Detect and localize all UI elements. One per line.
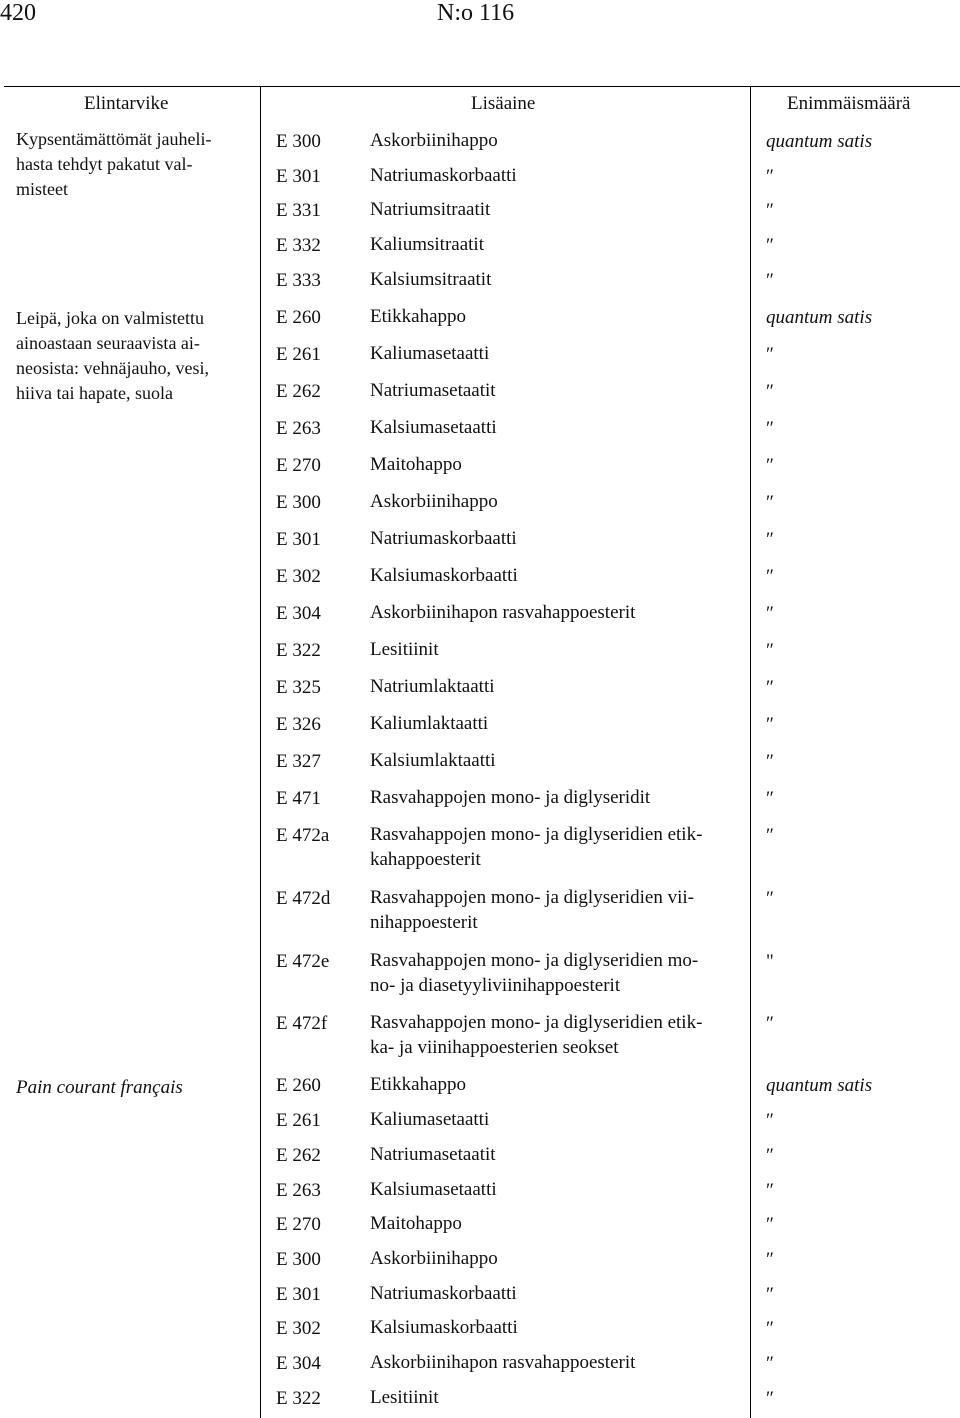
additive-name-line: Natriumaskorbaatti	[370, 528, 517, 549]
additive-code: E 262	[276, 1145, 321, 1166]
additive-name-line: Rasvahappojen mono- ja diglyseridien mo-	[370, 950, 699, 971]
table-row	[0, 131, 960, 151]
table-row	[0, 1180, 960, 1200]
additive-name-line: Askorbiinihappo	[370, 491, 498, 512]
table-row	[0, 1284, 960, 1304]
additive-name-line: Askorbiinihappo	[370, 130, 498, 151]
max-amount: ″	[766, 1214, 774, 1235]
additive-name-line: Kaliumlaktaatti	[370, 713, 489, 734]
max-amount: ″	[766, 888, 774, 909]
additive-name	[370, 232, 750, 257]
food-category-line: misteet	[16, 179, 68, 199]
table-row	[0, 1075, 960, 1095]
additive-code: E 301	[276, 166, 321, 187]
table-row	[0, 1249, 960, 1269]
max-amount: ″	[766, 1318, 774, 1339]
table-row	[0, 788, 960, 808]
additive-name	[370, 748, 750, 773]
additive-name-line: Rasvahappojen mono- ja diglyseridit	[370, 787, 651, 808]
additive-name	[370, 563, 750, 588]
column-header-food: Elintarvike	[84, 93, 169, 114]
table-row	[0, 751, 960, 771]
max-amount: ″	[766, 788, 774, 809]
table-row	[0, 887, 960, 933]
additive-name-line: Kaliumasetaatti	[370, 343, 490, 364]
additive-code: E 301	[276, 529, 321, 550]
table-row	[0, 640, 960, 660]
additive-name-line: Natriumasetaatit	[370, 1144, 496, 1165]
max-amount: quantum satis	[766, 1075, 873, 1096]
food-category-line: Pain courant français	[16, 1077, 183, 1098]
column-header-additive: Lisäaine	[471, 93, 536, 114]
additive-name	[370, 1246, 750, 1271]
additive-name	[370, 1315, 750, 1340]
additive-name-line: Kaliumasetaatti	[370, 1109, 490, 1130]
table-row	[0, 1145, 960, 1165]
additive-name-line: Kalsiumasetaatti	[370, 417, 497, 438]
additive-code: E 261	[276, 344, 321, 365]
food-category-line: ainoastaan seuraavista ai-	[16, 333, 200, 353]
additive-code: E 327	[276, 751, 321, 772]
additive-name-line: Etikkahappo	[370, 1074, 467, 1095]
additive-name-line: Natriumsitraatit	[370, 199, 491, 220]
additive-code: E 325	[276, 677, 321, 698]
additive-name-line: Maitohappo	[370, 1213, 462, 1234]
additive-name-line: Kalsiumasetaatti	[370, 1179, 497, 1200]
additive-name-line: ka- ja viinihappoesterien seokset	[370, 1037, 619, 1058]
max-amount: ″	[766, 344, 774, 365]
additive-name-line: kahappoesterit	[370, 849, 481, 870]
additive-code: E 333	[276, 270, 321, 291]
table-top-rule	[4, 86, 960, 87]
max-amount: ″	[766, 1353, 774, 1374]
max-amount: ″	[766, 566, 774, 587]
max-amount: "	[766, 951, 774, 972]
food-category-line: hiiva tai hapate, suola	[16, 383, 173, 403]
additive-code: E 304	[276, 1353, 321, 1374]
additive-name-line: Rasvahappojen mono- ja diglyseridien etik-	[370, 1012, 703, 1033]
additive-name-line: Kalsiumsitraatit	[370, 269, 492, 290]
additive-name-line: Rasvahappojen mono- ja diglyseridien etik-	[370, 824, 703, 845]
max-amount: ″	[766, 529, 774, 550]
table-row	[0, 603, 960, 623]
table-row	[0, 344, 960, 364]
table-row	[0, 1318, 960, 1338]
additive-name	[370, 637, 750, 662]
additive-name	[370, 711, 750, 736]
additive-name	[370, 526, 750, 551]
additive-code: E 261	[276, 1110, 321, 1131]
additive-name-line: Natriumaskorbaatti	[370, 1283, 517, 1304]
max-amount: ″	[766, 1013, 774, 1034]
max-amount: ″	[766, 640, 774, 661]
additive-code: E 300	[276, 1249, 321, 1270]
max-amount: quantum satis	[766, 131, 873, 152]
max-amount: ″	[766, 1180, 774, 1201]
table-row	[0, 950, 960, 996]
food-category-line: Leipä, joka on valmistettu	[16, 308, 204, 328]
additive-name	[370, 128, 750, 153]
additive-code: E 332	[276, 235, 321, 256]
max-amount: ″	[766, 200, 774, 221]
additive-name	[370, 1350, 750, 1375]
additive-name-line: nihappoesterit	[370, 912, 478, 933]
additive-name	[370, 1107, 750, 1132]
additive-name	[370, 1010, 750, 1060]
table-row	[0, 714, 960, 734]
additive-name-line: Askorbiinihapon rasvahappoesterit	[370, 1352, 636, 1373]
max-amount: ″	[766, 381, 774, 402]
additive-name	[370, 378, 750, 403]
max-amount: ″	[766, 1110, 774, 1131]
table-row	[0, 455, 960, 475]
table-row	[0, 270, 960, 290]
table-row	[0, 492, 960, 512]
additive-name	[370, 948, 750, 998]
max-amount: ″	[766, 1388, 774, 1409]
additive-name-line: Natriumasetaatit	[370, 380, 496, 401]
table-row	[0, 235, 960, 255]
table-row	[0, 824, 960, 870]
table-row	[0, 1110, 960, 1130]
additive-name	[370, 1142, 750, 1167]
table-row	[0, 566, 960, 586]
additive-name-line: Lesitiinit	[370, 1387, 439, 1408]
table-row	[0, 166, 960, 186]
max-amount: ″	[766, 166, 774, 187]
additive-code: E 472a	[276, 825, 330, 846]
additive-code: E 270	[276, 455, 321, 476]
additive-code: E 472e	[276, 951, 330, 972]
max-amount: quantum satis	[766, 307, 873, 328]
table-row	[0, 418, 960, 438]
additive-name	[370, 600, 750, 625]
max-amount: ″	[766, 677, 774, 698]
additive-name	[370, 163, 750, 188]
table-row	[0, 200, 960, 220]
max-amount: ″	[766, 418, 774, 439]
table-row	[0, 529, 960, 549]
additive-name-line: Kalsiumaskorbaatti	[370, 1317, 518, 1338]
additive-name	[370, 1072, 750, 1097]
additive-code: E 322	[276, 640, 321, 661]
additive-code: E 300	[276, 492, 321, 513]
table-row	[0, 1214, 960, 1234]
additive-code: E 302	[276, 1318, 321, 1339]
table-row	[0, 307, 960, 327]
additive-name	[370, 885, 750, 935]
max-amount: ″	[766, 1145, 774, 1166]
max-amount: ″	[766, 1284, 774, 1305]
additive-name-line: Kalsiumaskorbaatti	[370, 565, 518, 586]
table-row	[0, 1012, 960, 1058]
table-row	[0, 1353, 960, 1373]
additive-name	[370, 822, 750, 872]
additive-code: E 300	[276, 131, 321, 152]
additive-code: E 471	[276, 788, 321, 809]
additive-name-line: Rasvahappojen mono- ja diglyseridien vii-	[370, 887, 694, 908]
food-category-line: neosista: vehnäjauho, vesi,	[16, 358, 209, 378]
additive-name-line: Etikkahappo	[370, 306, 467, 327]
table-row	[0, 1388, 960, 1408]
additive-name-line: Maitohappo	[370, 454, 462, 475]
max-amount: ″	[766, 492, 774, 513]
max-amount: ″	[766, 235, 774, 256]
additive-name-line: Lesitiinit	[370, 639, 439, 660]
additive-name-line: no- ja diasetyyliviinihappoesterit	[370, 975, 621, 996]
additive-code: E 260	[276, 307, 321, 328]
additive-code: E 301	[276, 1284, 321, 1305]
max-amount: ″	[766, 751, 774, 772]
max-amount: ″	[766, 825, 774, 846]
food-category-line: Kypsentämättömät jauheli-	[16, 129, 212, 149]
additive-name	[370, 197, 750, 222]
max-amount: ″	[766, 603, 774, 624]
additive-code: E 331	[276, 200, 321, 221]
additive-name	[370, 785, 750, 810]
additive-name	[370, 1177, 750, 1202]
food-category-line: hasta tehdyt pakatut val-	[16, 154, 193, 174]
additive-code: E 472d	[276, 888, 331, 909]
column-header-max: Enimmäismäärä	[787, 93, 911, 114]
additive-name	[370, 415, 750, 440]
additive-name-line: Kalsiumlaktaatti	[370, 750, 496, 771]
additive-code: E 263	[276, 1180, 321, 1201]
additive-code: E 260	[276, 1075, 321, 1096]
additive-name-line: Kaliumsitraatit	[370, 234, 484, 255]
additive-name	[370, 1385, 750, 1410]
max-amount: ″	[766, 455, 774, 476]
max-amount: ″	[766, 714, 774, 735]
additive-name-line: Askorbiinihappo	[370, 1248, 498, 1269]
table-row	[0, 381, 960, 401]
additive-name-line: Natriumaskorbaatti	[370, 165, 517, 186]
additive-name	[370, 674, 750, 699]
document-number: N:o 116	[437, 0, 515, 26]
additive-name	[370, 267, 750, 292]
additive-name	[370, 304, 750, 329]
additive-name	[370, 489, 750, 514]
additive-code: E 270	[276, 1214, 321, 1235]
additive-code: E 263	[276, 418, 321, 439]
additive-code: E 326	[276, 714, 321, 735]
additive-name	[370, 341, 750, 366]
additive-code: E 262	[276, 381, 321, 402]
page-header	[0, 0, 960, 30]
additive-name	[370, 452, 750, 477]
additive-name	[370, 1281, 750, 1306]
additive-code: E 304	[276, 603, 321, 624]
max-amount: ″	[766, 1249, 774, 1270]
additive-code: E 302	[276, 566, 321, 587]
additive-name-line: Askorbiinihapon rasvahappoesterit	[370, 602, 636, 623]
additive-name-line: Natriumlaktaatti	[370, 676, 495, 697]
max-amount: ″	[766, 270, 774, 291]
table-row	[0, 677, 960, 697]
additive-code: E 472f	[276, 1013, 328, 1034]
page-number: 420	[0, 0, 36, 26]
additive-code: E 322	[276, 1388, 321, 1409]
additive-name	[370, 1211, 750, 1236]
